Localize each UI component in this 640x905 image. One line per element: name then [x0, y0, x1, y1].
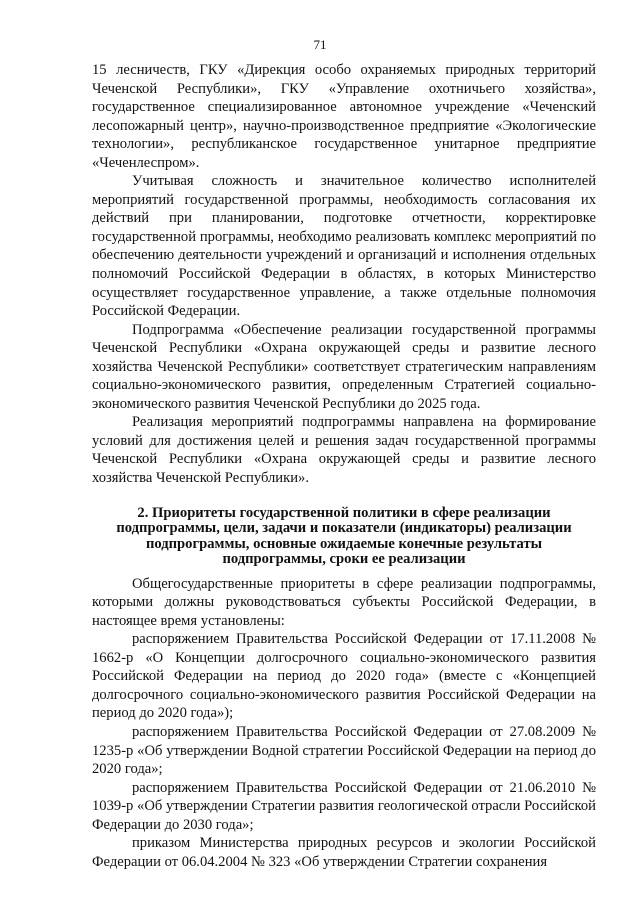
section-heading-line: 2. Приоритеты государственной политики в сфере реализации — [137, 504, 551, 521]
document-body — [92, 61, 596, 871]
paragraph-order-1039: распоряжением Правительства Российской Федерации от 21.06.2010 № 1039-р «Об утверждении Стратегии развития геологической отрасли Российской Федерации до 2030 года»; — [92, 779, 596, 833]
paragraph-priorities-intro: Общегосударственные приоритеты в сфере реализации подпрограммы, которыми должны руководствоваться субъекты Российской Федерации, в настоящее время установлены: — [92, 575, 596, 629]
section-heading-line: подпрограммы, основные ожидаемые конечные результаты — [145, 535, 543, 552]
paragraph-subprogram-goal: Реализация мероприятий подпрограммы направлена на формирование условий для достижения целей и решения задач государственной программы Чеченской Республики «Охрана окружающей среды и развитие лесного хозяйства Чеченской Республики». — [92, 414, 596, 487]
paragraph-order-1662: распоряжением Правительства Российской Федерации от 17.11.2008 № 1662-р «О Концепции долгосрочного социально-экономического развития Российской Федерации на период до 2020 года» (вместе с «Концепцией долгосрочного социально-экономического развития Российской Федерации на период до 2020 года»); — [92, 631, 596, 722]
section-heading-line: подпрограммы, сроки ее реализации — [222, 551, 466, 568]
paragraph-order-323: приказом Министерства природных ресурсов и экологии Российской Федерации от 06.04.2004 № 323 «Об утверждении Стратегии сохранения — [92, 835, 596, 870]
paragraph-subprogram-compliance: Подпрограмма «Обеспечение реализации государственной программы Чеченской Республики «Охрана окружающей среды и развитие лесного хозяйства Чеченской Республики» соответствует стратегическим направлениям социально-экономического развития, определенным Стратегией социально-экономического развития Чеченской Республики до 2025 года. — [92, 321, 596, 412]
page-number: 71 — [313, 37, 327, 52]
section-heading — [92, 506, 596, 568]
paragraph-order-1235: распоряжением Правительства Российской Федерации от 27.08.2009 № 1235-р «Об утверждении Водной стратегии Российской Федерации на период до 2020 года»; — [92, 723, 596, 778]
paragraph-complexity: Учитывая сложность и значительное количество исполнителей мероприятий государственной программы, необходимость согласования их действий при планировании, подготовке отчетности, корректировке государственной программы, необходимо реализовать комплекс мероприятий по обеспечению деятельности учреждений и организаций и исполнения отдельных полномочий Российской Федерации в областях, в которых Министерство осуществляет государственное управление, а также отдельные полномочия Российской Федерации. — [92, 173, 596, 320]
section-heading-line: подпрограммы, цели, задачи и показатели (индикаторы) реализации — [116, 520, 572, 537]
paragraph-executors-list: 15 лесничеств, ГКУ «Дирекция особо охраняемых природных территорий Чеченской Республики», ГКУ «Управление охотничьего хозяйства», государственное специализированное автономное учреждение «Чеченский лесопожарный центр», научно-производственное предприятие «Экологические технологии», республиканское государственное унитарное предприятие «Чеченлеспром». — [92, 62, 596, 171]
